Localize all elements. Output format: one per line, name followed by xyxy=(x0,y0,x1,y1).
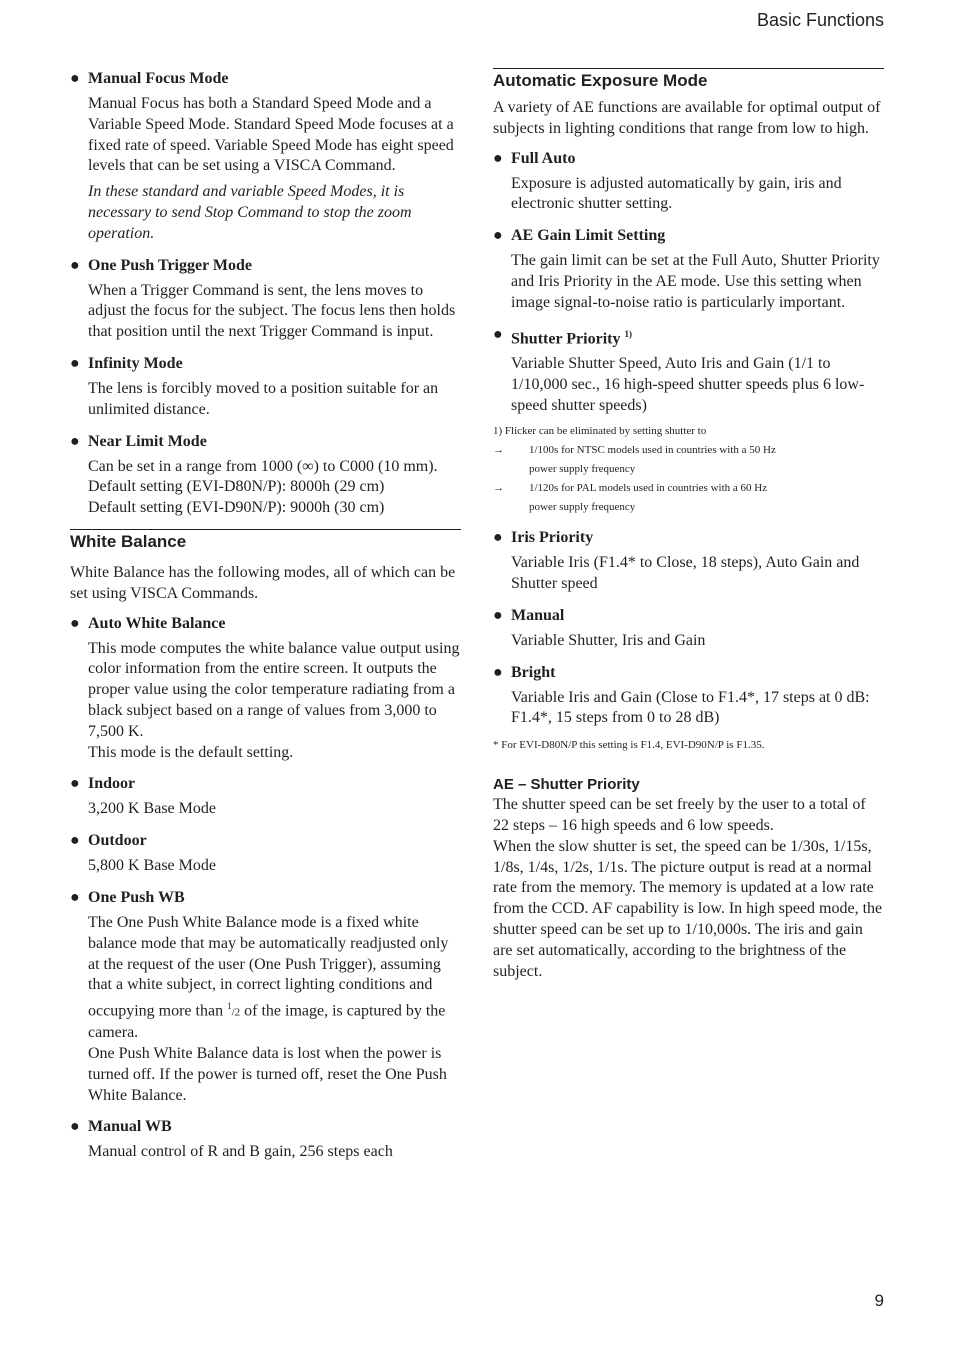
left-column xyxy=(70,68,461,1173)
item-title: Iris Priority xyxy=(511,529,594,547)
list-item xyxy=(70,887,461,1107)
bullet-icon: ● xyxy=(70,256,80,274)
item-body: Manual control of R and B gain, 256 steps each xyxy=(88,1143,393,1161)
bullet-icon: ● xyxy=(493,663,503,681)
footnote-row xyxy=(493,479,884,517)
footnote-text: power supply frequency xyxy=(529,463,636,476)
item-body-part: The One Push White Balance mode is a fixed white balance mode that may be automatically readjusted only at the request of the user (One Push Trigger), assuming that a white subject, in correct lighting conditions and occupying more than xyxy=(88,913,449,1020)
item-title: Outdoor xyxy=(88,832,147,850)
item-body: Exposure is adjusted automatically by gain, iris and electronic shutter setting. xyxy=(511,174,842,213)
item-body: Variable Shutter, Iris and Gain xyxy=(511,631,706,649)
bullet-icon: ● xyxy=(493,606,503,624)
item-title: Manual xyxy=(511,606,565,624)
bullet-icon: ● xyxy=(70,888,80,906)
item-body-part: of the image, is captured by the camera. xyxy=(88,1002,446,1042)
section-intro: A variety of AE functions are available for optimal output of subjects in lighting conditions that range from low to high. xyxy=(493,99,881,137)
item-title: Full Auto xyxy=(511,149,576,167)
list-item xyxy=(493,527,884,595)
bullet-icon: ● xyxy=(70,354,80,372)
footnote xyxy=(493,422,884,517)
item-body: 3,200 K Base Mode xyxy=(88,800,216,818)
item-body: The gain limit can be set at the Full Auto, Shutter Priority and Iris Priority in the AE mode. Use this setting when image signal-to-noise ratio is particularly important. xyxy=(511,252,880,311)
fraction-denominator: /2 xyxy=(231,1006,241,1019)
item-title: Manual Focus Mode xyxy=(88,70,229,87)
list-item xyxy=(70,255,461,343)
list-item xyxy=(70,613,461,764)
asterisk-note: * For EVI-D80N/P this setting is F1.4, EVI-D90N/P is F1.35. xyxy=(493,739,765,752)
bullet-icon: ● xyxy=(70,832,80,850)
footnote-lead: 1) Flicker can be eliminated by setting shutter to xyxy=(493,425,707,438)
item-title: Auto White Balance xyxy=(88,614,226,632)
bullet-icon: ● xyxy=(493,227,503,245)
section-heading-white-balance: White Balance xyxy=(70,529,461,553)
list-item xyxy=(70,830,461,877)
item-title: AE Gain Limit Setting xyxy=(511,227,666,245)
item-title xyxy=(511,324,884,349)
list-item xyxy=(70,1116,461,1163)
arrow-right-icon: → xyxy=(493,444,504,457)
item-title: Near Limit Mode xyxy=(88,432,207,450)
list-item xyxy=(70,353,461,421)
list-item xyxy=(70,773,461,820)
bullet-icon: ● xyxy=(70,614,80,632)
footnote-ref: 1) xyxy=(624,328,632,339)
footnote-text: 1/100s for NTSC models used in countries with a 50 Hz xyxy=(529,444,776,457)
bullet-icon: ● xyxy=(70,70,80,87)
item-title: One Push WB xyxy=(88,888,185,906)
item-title: Infinity Mode xyxy=(88,354,183,372)
item-body: Variable Iris (F1.4* to Close, 18 steps), Auto Gain and Shutter speed xyxy=(511,554,860,593)
list-item xyxy=(70,431,461,519)
subheading-ae-shutter-priority: AE – Shutter Priority xyxy=(493,776,640,794)
right-column xyxy=(493,68,884,982)
section-body: When the slow shutter is set, the speed can be 1/30s, 1/15s, 1/8s, 1/4s, 1/2s, 1/1s. The picture output is read at a normal rate from the memory. The memory is updated at a low rate from the CCD. AF capability is low. In high speed mode, the shutter speed can be set up to 1/10,000s. The iris and gain are set automatically, according to the brightness of the subject. xyxy=(493,837,883,980)
item-body: When a Trigger Command is sent, the lens moves to adjust the focus for the subject. The focus lens then holds that position until the next Trigger Command is input. xyxy=(88,281,456,341)
item-body: This mode computes the white balance value output using color information from the entire screen. It outputs the proper value using the color temperature radiating from a black subject based on a range of values from 3,000 to 7,500 K. xyxy=(88,639,460,740)
item-body: This mode is the default setting. xyxy=(88,743,294,761)
bullet-icon: ● xyxy=(70,775,80,793)
footnote-text: 1/120s for PAL models used in countries with a 60 Hz xyxy=(529,482,768,495)
footnote-text: power supply frequency xyxy=(529,501,636,514)
list-item xyxy=(493,662,884,730)
item-body: Default setting (EVI-D90N/P): 9000h (30 cm) xyxy=(88,499,385,517)
item-body: One Push White Balance data is lost when the power is turned off. If the power is turned off, reset the One Push White Balance. xyxy=(88,1045,447,1104)
bullet-icon: ● xyxy=(70,1118,80,1136)
item-body: The lens is forcibly moved to a position suitable for an unlimited distance. xyxy=(88,379,439,418)
item-body: Manual Focus has both a Standard Speed Mode and a Variable Speed Mode. Standard Speed Mode focuses at a fixed rate of speed. Variable Speed Mode has eight speed levels that can be set using a VISCA Command. xyxy=(88,95,454,175)
page-number: 9 xyxy=(874,1291,884,1310)
bullet-icon: ● xyxy=(493,149,503,167)
list-item xyxy=(493,324,884,417)
section-intro: White Balance has the following modes, all of which can be set using VISCA Commands. xyxy=(70,563,456,602)
running-header: Basic Functions xyxy=(756,10,884,30)
item-body: Variable Shutter Speed, Auto Iris and Gain (1/1 to 1/10,000 sec., 16 high-speed shutter speeds plus 6 low-speed shutter speeds) xyxy=(511,354,865,414)
bullet-icon: ● xyxy=(493,529,503,547)
item-body: Default setting (EVI-D80N/P): 8000h (29 cm) xyxy=(88,478,385,496)
item-body: Can be set in a range from 1000 (∞) to C000 (10 mm). xyxy=(88,457,438,475)
item-title: Manual WB xyxy=(88,1118,172,1136)
bullet-icon: ● xyxy=(70,432,80,450)
item-title: One Push Trigger Mode xyxy=(88,256,252,274)
item-body: Variable Iris and Gain (Close to F1.4*, 17 steps at 0 dB: F1.4*, 15 steps from 0 to 28 dB) xyxy=(511,688,870,727)
item-title-text: Shutter Priority xyxy=(511,329,621,347)
section-heading-automatic-exposure: Automatic Exposure Mode xyxy=(493,68,884,92)
fraction-numerator: 1 xyxy=(227,1001,232,1012)
bullet-icon: ● xyxy=(493,325,503,343)
list-item xyxy=(70,68,461,245)
item-title: Indoor xyxy=(88,775,136,793)
item-body: 5,800 K Base Mode xyxy=(88,857,216,875)
list-item xyxy=(493,148,884,216)
list-item xyxy=(493,225,884,313)
item-title: Bright xyxy=(511,663,556,681)
list-item xyxy=(493,605,884,652)
section-body: The shutter speed can be set freely by the user to a total of 22 steps – 16 high speeds and 6 low speeds. xyxy=(493,796,866,835)
item-body xyxy=(88,913,461,1044)
item-note: In these standard and variable Speed Modes, it is necessary to send Stop Command to stop the zoom operation. xyxy=(88,183,412,242)
footnote-row xyxy=(493,441,884,479)
arrow-right-icon: → xyxy=(493,482,504,495)
